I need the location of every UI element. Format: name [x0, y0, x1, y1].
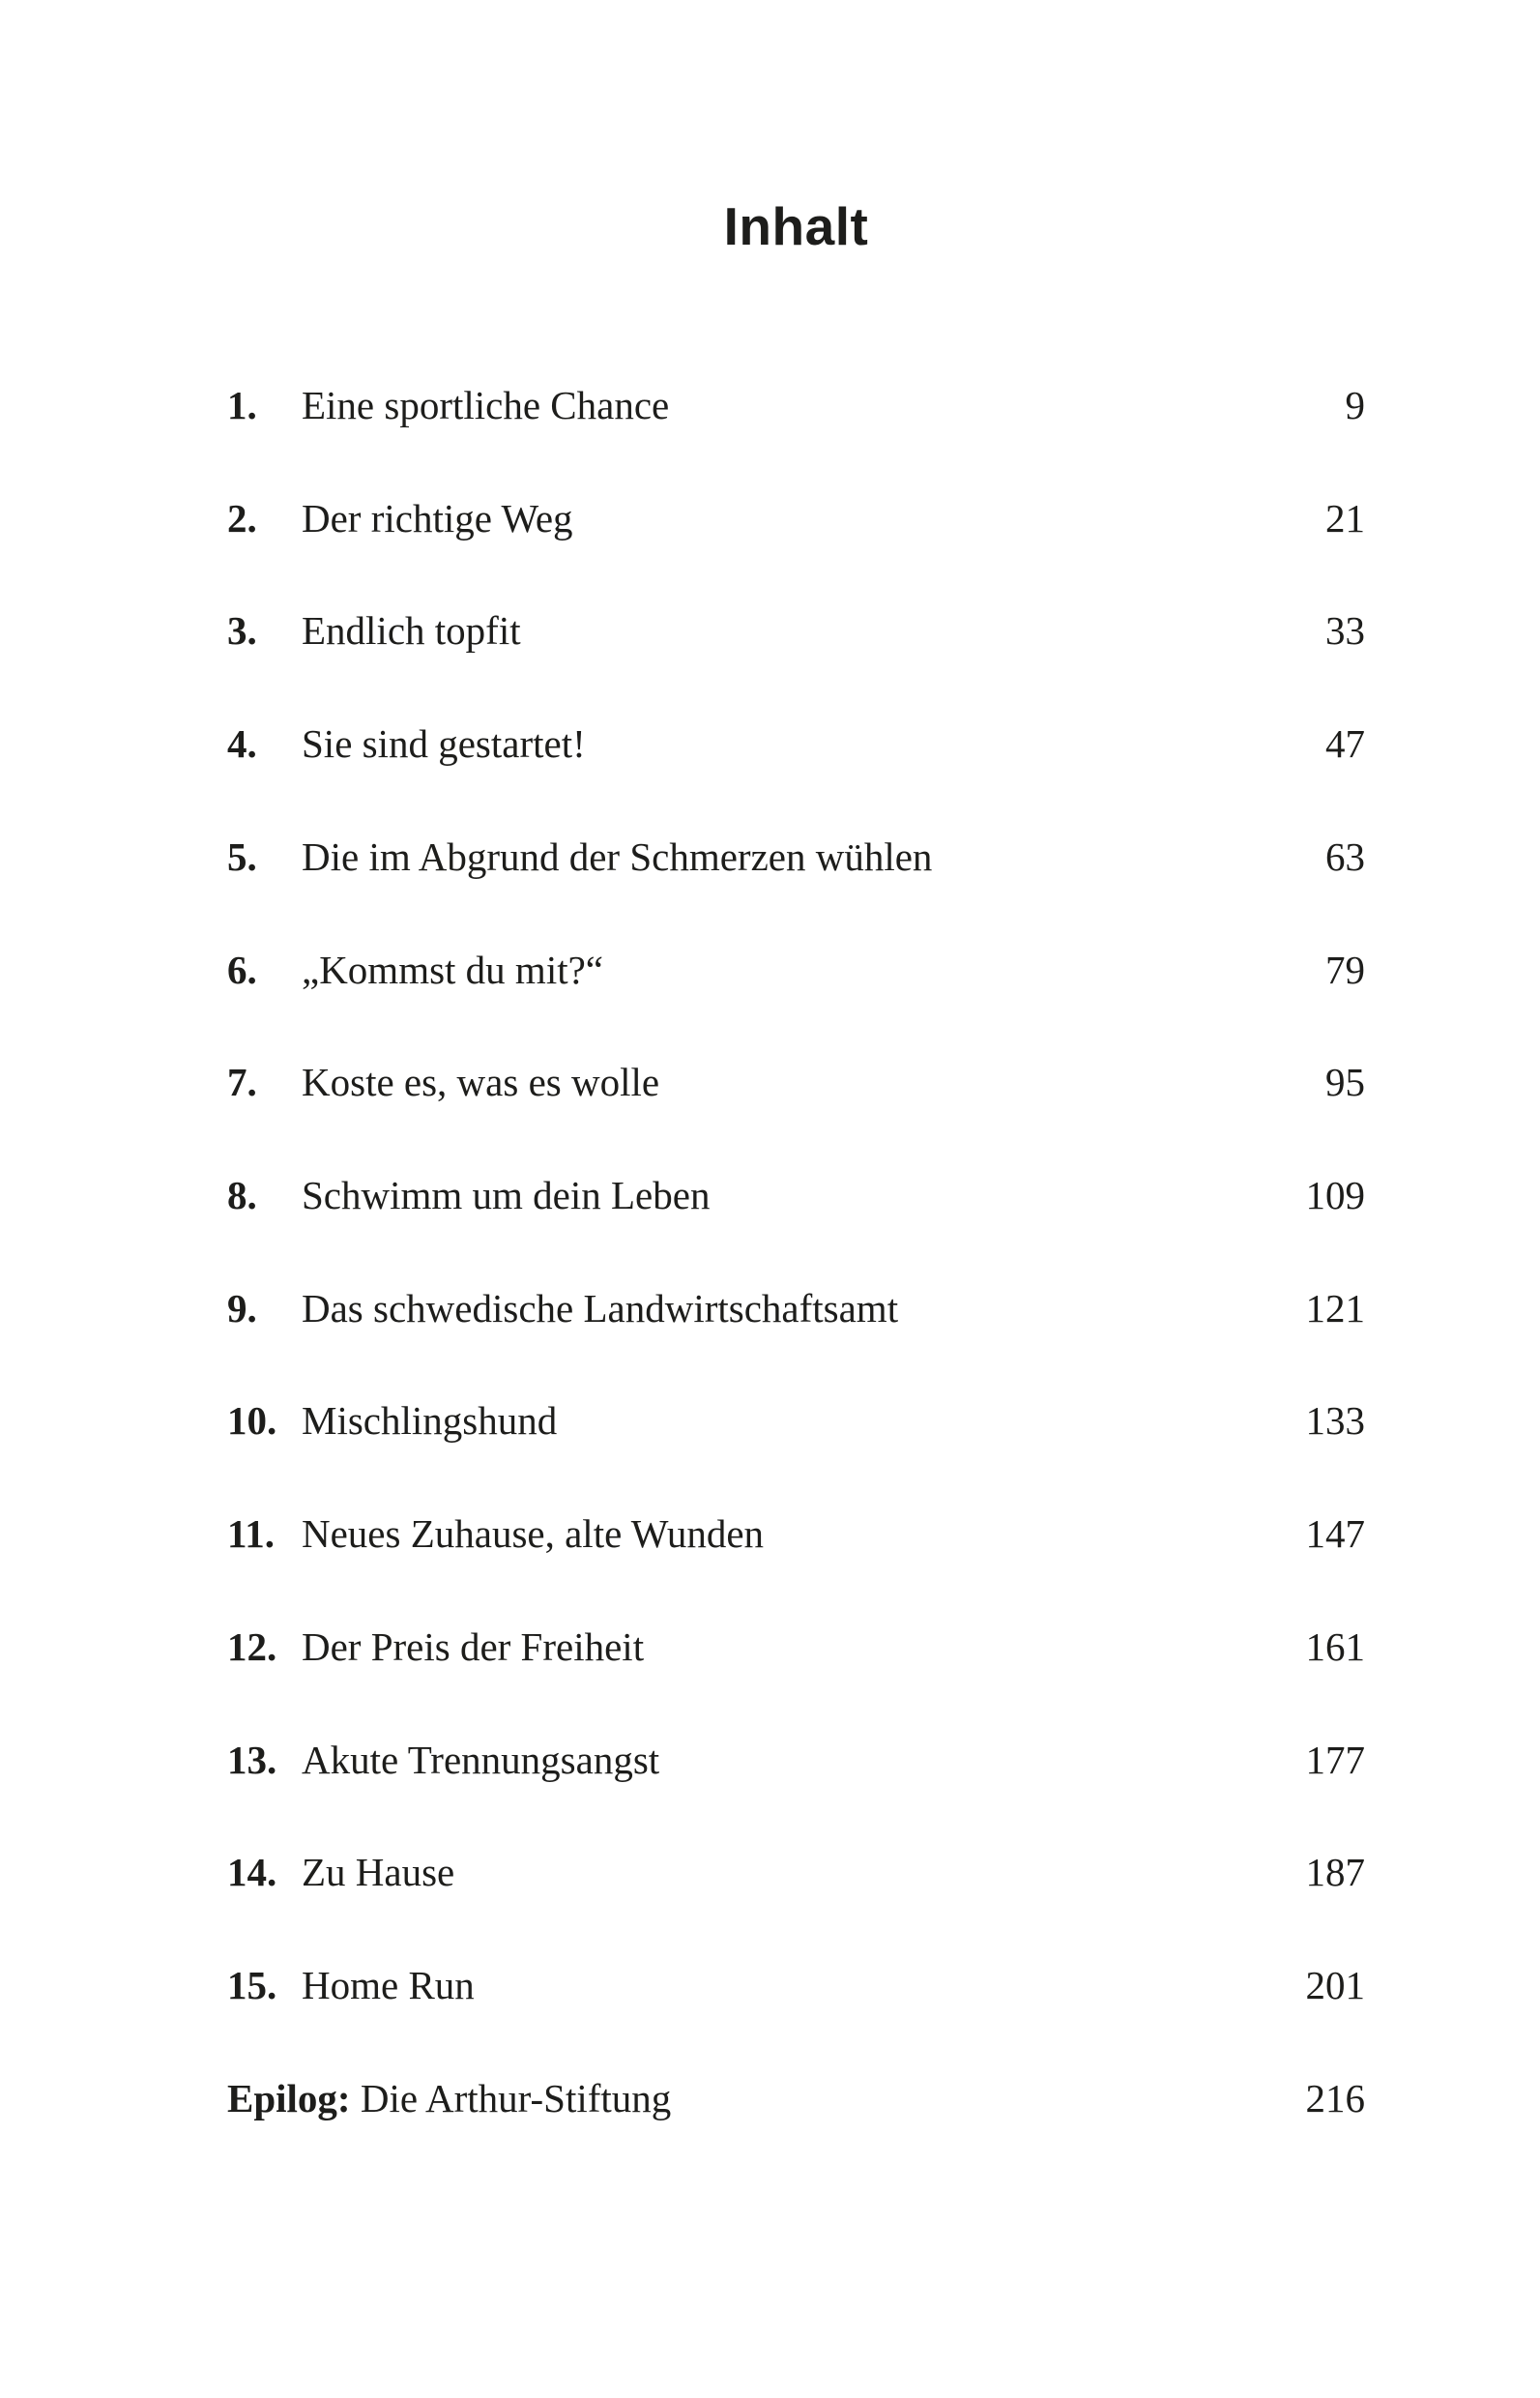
- chapter-number: 2.: [227, 495, 257, 541]
- toc-row: [227, 1173, 1365, 1286]
- chapter-title-text: Neues Zuhause, alte Wunden: [302, 1511, 765, 1557]
- toc-row: [227, 1398, 1365, 1511]
- chapter-title-text: Eine sportliche Chance: [302, 383, 670, 427]
- toc-row: [227, 1286, 1365, 1399]
- chapter-number: 1.: [227, 383, 257, 427]
- toc-row: [227, 1511, 1365, 1624]
- chapter-number: 5.: [227, 833, 257, 879]
- page-number: 63: [1325, 833, 1365, 879]
- chapter-number: 14.: [227, 1850, 277, 1895]
- toc-row: [227, 1850, 1365, 1963]
- chapter-number: 8.: [227, 1173, 257, 1218]
- chapter-title-text: Die im Abgrund der Schmerzen wühlen: [302, 833, 933, 879]
- chapter-title-text: Endlich topfit: [302, 608, 521, 654]
- page-number: 201: [1305, 1963, 1365, 2008]
- page-number: 161: [1305, 1623, 1365, 1669]
- page-number: 177: [1305, 1737, 1365, 1782]
- toc-row: [227, 948, 1365, 1061]
- toc-row: [227, 383, 1365, 496]
- chapter-title-text: Die Arthur-Stiftung: [360, 2075, 672, 2120]
- chapter-title-text: Sie sind gestartet!: [302, 721, 586, 767]
- toc-row: [227, 1963, 1365, 2076]
- chapter-title-text: Home Run: [302, 1963, 475, 2008]
- page-title: Inhalt: [723, 196, 869, 256]
- chapter-title: [302, 948, 1306, 993]
- epilog-label: Epilog:: [227, 2075, 361, 2120]
- toc-list: [227, 383, 1365, 2189]
- chapter-number: 6.: [227, 947, 257, 992]
- chapter-title: [302, 1624, 1287, 1670]
- chapter-number: 11.: [227, 1511, 275, 1557]
- chapter-title: [302, 1398, 1287, 1444]
- chapter-title: [302, 1738, 1287, 1783]
- page-number: 121: [1305, 1285, 1365, 1331]
- page-number: 216: [1305, 2075, 1365, 2120]
- toc-row: [227, 1738, 1365, 1851]
- chapter-title-text: Schwimm um dein Leben: [302, 1173, 711, 1218]
- chapter-title-text: Akute Trennungsangst: [302, 1737, 660, 1782]
- chapter-title: [302, 834, 1306, 880]
- chapter-title: [302, 608, 1306, 654]
- chapter-title-text: Der Preis der Freiheit: [302, 1623, 645, 1669]
- page-number: 33: [1325, 608, 1365, 654]
- chapter-title-text: Mischlingshund: [302, 1398, 558, 1444]
- page-number: 79: [1325, 947, 1365, 992]
- chapter-title-text: Koste es, was es wolle: [302, 1060, 660, 1105]
- chapter-number: 10.: [227, 1398, 277, 1444]
- chapter-title-text: „Kommst du mit?“: [302, 947, 604, 992]
- page-number: 9: [1345, 383, 1365, 427]
- toc-row: [227, 496, 1365, 609]
- chapter-title-text: Zu Hause: [302, 1850, 455, 1895]
- chapter-title: [302, 383, 1326, 428]
- page-number: 133: [1305, 1398, 1365, 1444]
- page-number: 95: [1325, 1060, 1365, 1105]
- chapter-number: 15.: [227, 1963, 277, 2008]
- page-number: 109: [1305, 1173, 1365, 1218]
- chapter-title-text: Das schwedische Landwirtschaftsamt: [302, 1285, 899, 1331]
- chapter-title: [302, 721, 1306, 767]
- chapter-title: [302, 1173, 1287, 1218]
- chapter-title: [302, 1850, 1287, 1895]
- toc-row: [227, 721, 1365, 834]
- chapter-title: [302, 1060, 1306, 1105]
- chapter-number: 9.: [227, 1285, 257, 1331]
- page-number: 47: [1325, 721, 1365, 767]
- chapter-number: 3.: [227, 608, 257, 654]
- page-number: 187: [1305, 1850, 1365, 1895]
- page-number: 21: [1325, 495, 1365, 541]
- toc-row: [227, 2076, 1365, 2189]
- toc-row: [227, 608, 1365, 721]
- chapter-title: [302, 496, 1306, 541]
- chapter-title-text: Der richtige Weg: [302, 495, 573, 541]
- chapter-number: 13.: [227, 1737, 277, 1782]
- chapter-number: 12.: [227, 1623, 277, 1669]
- toc-row: [227, 1060, 1365, 1173]
- chapter-title: [302, 1286, 1287, 1331]
- chapter-title: [302, 1511, 1287, 1557]
- toc-row: [227, 1624, 1365, 1738]
- chapter-number: 7.: [227, 1060, 257, 1105]
- toc-row: [227, 834, 1365, 948]
- chapter-title: [302, 1963, 1287, 2008]
- page-number: 147: [1305, 1511, 1365, 1557]
- chapter-number: 4.: [227, 721, 257, 767]
- chapter-title: [227, 2076, 1287, 2121]
